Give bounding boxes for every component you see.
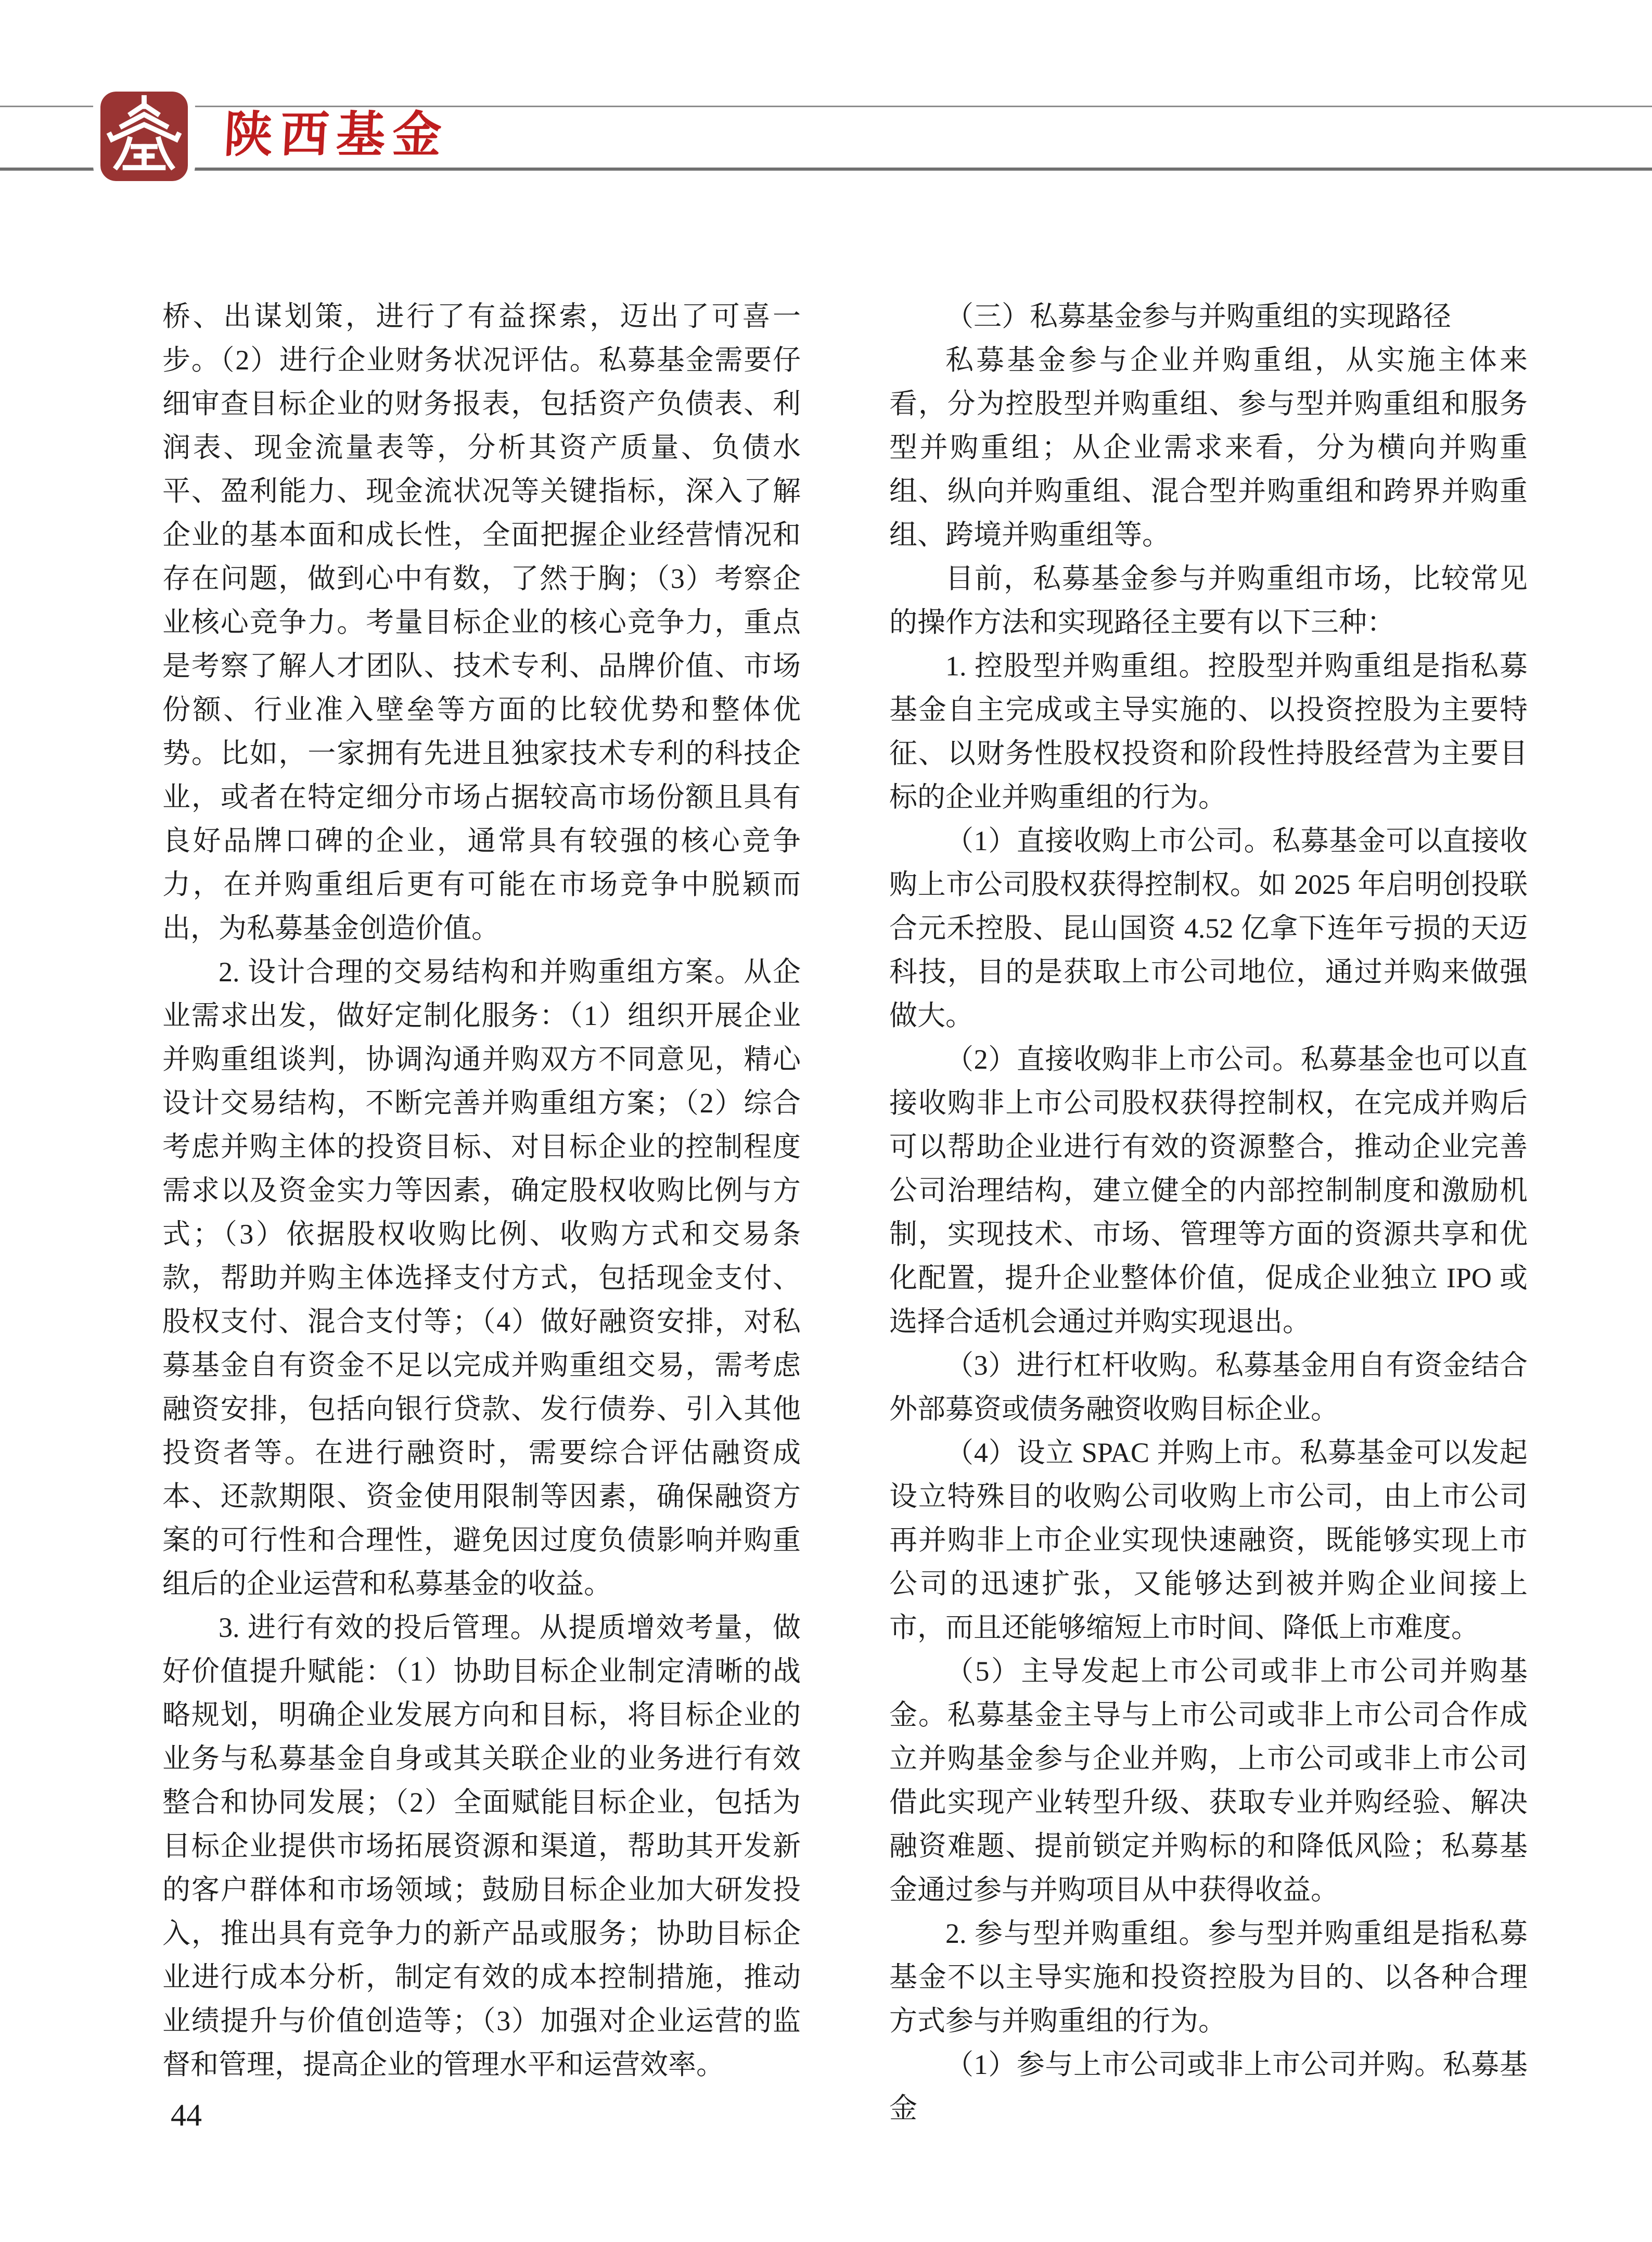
paragraph: 目前，私募基金参与并购重组市场，比较常见的操作方法和实现路径主要有以下三种： [889, 563, 1528, 638]
paragraph: 1. 控股型并购重组。控股型并购重组是指私募基金自主完成或主导实施的、以投资控股为主要特征、以财务性股权投资和阶段性持股经营为主要目标的企业并购重组的行为。 [889, 650, 1528, 813]
left-column [162, 294, 801, 2130]
paragraph: 3. 进行有效的投后管理。从提质增效考量，做好价值提升赋能：（1）协助目标企业制定清晰的战略规划，明确企业发展方向和目标，将目标企业的业务与私募基金自身或其关联企业的业务进行有效整合和协同发展；（2）全面赋能目标企业，包括为目标企业提供市场拓展资源和渠道，帮助其开发新的客户群体和市场领域；鼓励目标企业加大研发投入，推出具有竞争力的新产品或服务；协助目标企业进行成本分析，制定有效的成本控制措施，推动业绩提升与价值创造等；（3）加强对企业运营的监督和管理，提高企业的管理水平和运营效率。 [162, 1612, 801, 2080]
header-top-rule [0, 106, 1652, 107]
magazine-title: 陕西基金 [222, 108, 450, 162]
paragraph: 桥、出谋划策，进行了有益探索，迈出了可喜一步。（2）进行企业财务状况评估。私募基金需要仔细审查目标企业的财务报表，包括资产负债表、利润表、现金流量表等，分析其资产质量、负债水平、盈利能力、现金流状况等关键指标，深入了解企业的基本面和成长性，全面把握企业经营情况和存在问题，做到心中有数，了然于胸；（3）考察企业核心竞争力。考量目标企业的核心竞争力，重点是考察了解人才团队、技术专利、品牌价值、市场份额、行业准入壁垒等方面的比较优势和整体优势。比如，一家拥有先进且独家技术专利的科技企业，或者在特定细分市场占据较高市场份额且具有良好品牌口碑的企业，通常具有较强的核心竞争力，在并购重组后更有可能在市场竞争中脱颖而出，为私募基金创造价值。 [162, 301, 801, 944]
section-subheading: （三）私募基金参与并购重组的实现路径 [945, 301, 1451, 332]
paragraph: 私募基金参与企业并购重组，从实施主体来看，分为控股型并购重组、参与型并购重组和服务型并购重组；从企业需求来看，分为横向并购重组、纵向并购重组、混合型并购重组和跨界并购重组、跨境并购重组等。 [889, 344, 1528, 550]
paragraph: （1）直接收购上市公司。私募基金可以直接收购上市公司股权获得控制权。如 2025 年启明创投联合元禾控股、昆山国资 4.52 亿拿下连年亏损的天迈科技，目的是获取上市公司地位，通过并购来做强做大。 [889, 825, 1528, 1031]
pagoda-seal-icon [100, 92, 188, 181]
paragraph: （2）直接收购非上市公司。私募基金也可以直接收购非上市公司股权获得控制权，在完成并购后可以帮助企业进行有效的资源整合，推动企业完善公司治理结构，建立健全的内部控制制度和激励机制，实现技术、市场、管理等方面的资源共享和优化配置，提升企业整体价值，促成企业独立 IPO 或选择合适机会通过并购实现退出。 [889, 1044, 1528, 1337]
right-column [889, 294, 1528, 2130]
paragraph: （1）参与上市公司或非上市公司并购。私募基金 [889, 2049, 1528, 2124]
paragraph: 2. 参与型并购重组。参与型并购重组是指私募基金不以主导实施和投资控股为目的、以各种合理方式参与并购重组的行为。 [889, 1918, 1528, 2036]
paragraph: （5）主导发起上市公司或非上市公司并购基金。私募基金主导与上市公司或非上市公司合作成立并购基金参与企业并购，上市公司或非上市公司借此实现产业转型升级、获取专业并购经验、解决融资难题、提前锁定并购标的和降低风险；私募基金通过参与并购项目从中获得收益。 [889, 1656, 1528, 1905]
article-body [162, 294, 1528, 2130]
page-number: 44 [171, 2098, 202, 2132]
header-bottom-rule [0, 168, 1652, 171]
paragraph: （4）设立 SPAC 并购上市。私募基金可以发起设立特殊目的收购公司收购上市公司，由上市公司再并购非上市企业实现快速融资，既能够实现上市公司的迅速扩张，又能够达到被并购企业间接上市，而且还能够缩短上市时间、降低上市难度。 [889, 1437, 1528, 1643]
paragraph: 2. 设计合理的交易结构和并购重组方案。从企业需求出发，做好定制化服务：（1）组织开展企业并购重组谈判，协调沟通并购双方不同意见，精心设计交易结构，不断完善并购重组方案；（2）综合考虑并购主体的投资目标、对目标企业的控制程度需求以及资金实力等因素，确定股权收购比例与方式；（3）依据股权收购比例、收购方式和交易条款，帮助并购主体选择支付方式，包括现金支付、股权支付、混合支付等；（4）做好融资安排，对私募基金自有资金不足以完成并购重组交易，需考虑融资安排，包括向银行贷款、发行债券、引入其他投资者等。在进行融资时，需要综合评估融资成本、还款期限、资金使用限制等因素，确保融资方案的可行性和合理性，避免因过度负债影响并购重组后的企业运营和私募基金的收益。 [162, 956, 801, 1599]
magazine-logo [100, 92, 188, 181]
paragraph: （3）进行杠杆收购。私募基金用自有资金结合外部募资或债务融资收购目标企业。 [889, 1350, 1528, 1425]
